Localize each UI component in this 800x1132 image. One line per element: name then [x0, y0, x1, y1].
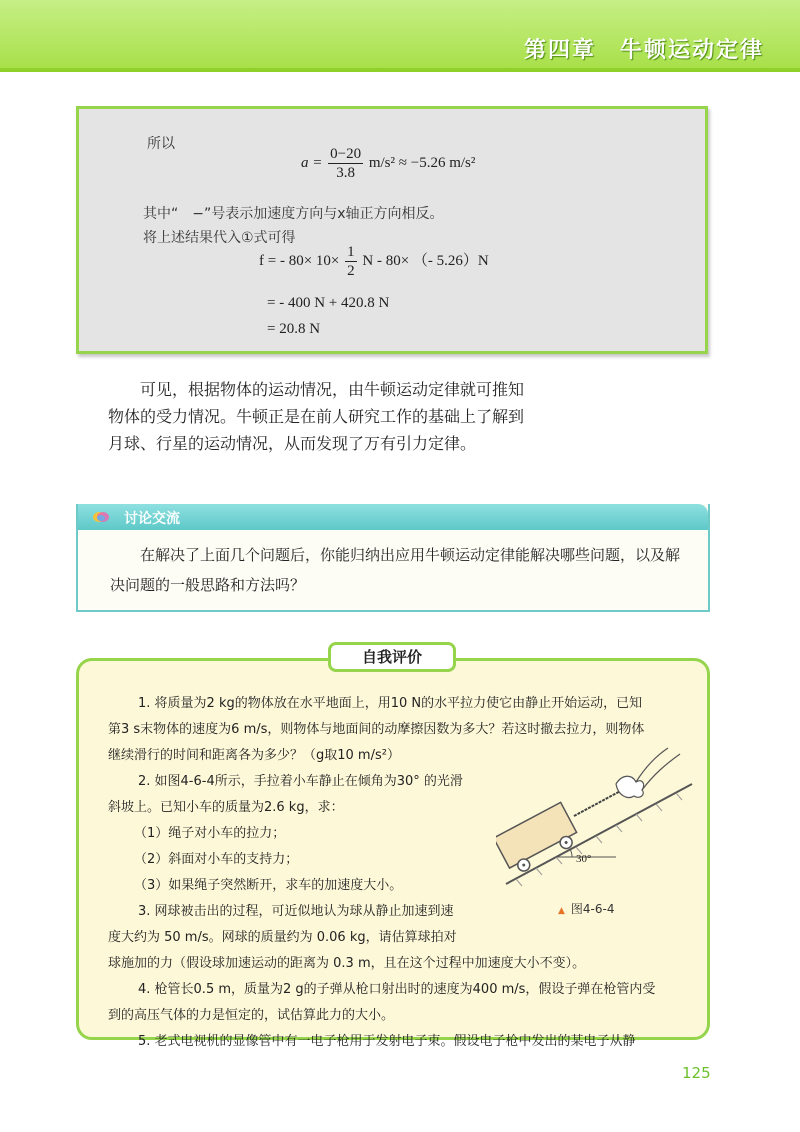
equation-acceleration — [301, 145, 475, 182]
eval-line: 斜坡上。已知小车的质量为2.6 kg，求： — [108, 800, 344, 815]
arm-line — [636, 748, 668, 782]
example-box — [76, 106, 708, 354]
eq1-rhs: m/s² ≈ −5.26 m/s² — [368, 154, 476, 171]
eval-line: 度大约为 50 m/s。网球的质量约为 0.06 kg，请估算球拍对 — [108, 930, 457, 945]
header-rule — [0, 68, 800, 72]
eval-line: 1. 将质量为2 kg的物体放在水平地面上，用10 N的水平拉力使它由静止开始运动，已知 — [138, 696, 643, 711]
discussion-header — [78, 504, 708, 530]
eval-line: 5. 老式电视机的显像管中有一电子枪用于发射电子束。假设电子枪中发出的某电子从静 — [138, 1034, 636, 1049]
eval-line: 继续滑行的时间和距离各为多少？（g取10 m/s²） — [108, 748, 400, 763]
eq1-denominator: 3.8 — [336, 165, 355, 181]
eq1-fraction — [328, 145, 363, 182]
angle-arc — [570, 849, 572, 857]
eq2-lhs: f = - 80× 10× — [259, 252, 340, 269]
page-number: 125 — [682, 1064, 711, 1082]
eval-line: 到的高压气体的力是恒定的，试估算此力的大小。 — [108, 1008, 395, 1023]
discussion-box — [76, 504, 710, 612]
eval-line: 第3 s末物体的速度为6 m/s，则物体与地面间的动摩擦因数为多大？若这时撤去拉力，则物体 — [108, 722, 645, 737]
sign-note: 其中“ −”号表示加速度方向与x轴正方向相反。 — [143, 206, 444, 222]
eq2-rhs: N - 80× （- 5.26）N — [362, 252, 489, 269]
eq2-denominator: 2 — [347, 263, 355, 279]
body-paragraph — [108, 376, 533, 457]
arm-line — [642, 754, 680, 790]
discussion-title: 讨论交流 — [124, 511, 180, 527]
rope — [574, 788, 626, 816]
eq1-numerator: 0−20 — [330, 146, 362, 162]
eval-line: 2. 如图4-6-4所示，手拉着小车静止在倾角为30° 的光滑 — [138, 774, 463, 789]
eval-line: 3. 网球被击出的过程，可近似地认为球从静止加速到速 — [138, 904, 454, 919]
figure-caption — [558, 900, 615, 917]
eval-line: （3）如果绳子突然断开，求车的加速度大小。 — [134, 878, 403, 893]
equation-friction — [259, 243, 489, 280]
paragraph-text: 可见，根据物体的运动情况，由牛顿运动定律就可推知物体的受力情况。牛顿正是在前人研究工作的基础上了解到月球、行星的运动情况，从而发现了万有引力定律。 — [108, 380, 525, 453]
substitute-text: 将上述结果代入①式可得 — [143, 230, 296, 246]
figure-caption-text: 图4-6-4 — [570, 902, 615, 916]
hand — [616, 776, 644, 797]
eval-line: （1）绳子对小车的拉力； — [134, 826, 286, 841]
eq2-fraction — [345, 243, 357, 280]
caption-triangle-icon: ▲ — [558, 906, 565, 916]
eval-line: 4. 枪管长0.5 m，质量为2 g的子弹从枪口射出时的速度为400 m/s，假设子弹在枪管内受 — [138, 982, 656, 997]
suoyi-text: 所以 — [147, 136, 175, 152]
equation-result: = 20.8 N — [267, 321, 321, 337]
angle-label: 30° — [576, 853, 592, 865]
eval-line: （2）斜面对小车的支持力； — [134, 852, 299, 867]
self-eval-title: 自我评价 — [328, 642, 456, 672]
eval-line: 球施加的力（假设球加速运动的距离为 0.3 m，且在这个过程中加速度大小不变）。 — [108, 956, 586, 971]
cart-body — [496, 802, 577, 868]
discussion-icon — [92, 509, 110, 525]
figure-cart-incline — [496, 744, 696, 894]
discussion-text: 在解决了上面几个问题后，你能归纳出应用牛顿运动定律能解决哪些问题，以及解决问题的一般思路和方法吗？ — [110, 546, 681, 594]
chapter-title: 第四章 牛顿运动定律 — [523, 38, 764, 63]
eq2-numerator: 1 — [347, 244, 355, 260]
eq1-lhs: a = — [301, 154, 323, 171]
equation-step-1: = - 400 N + 420.8 N — [267, 295, 390, 311]
